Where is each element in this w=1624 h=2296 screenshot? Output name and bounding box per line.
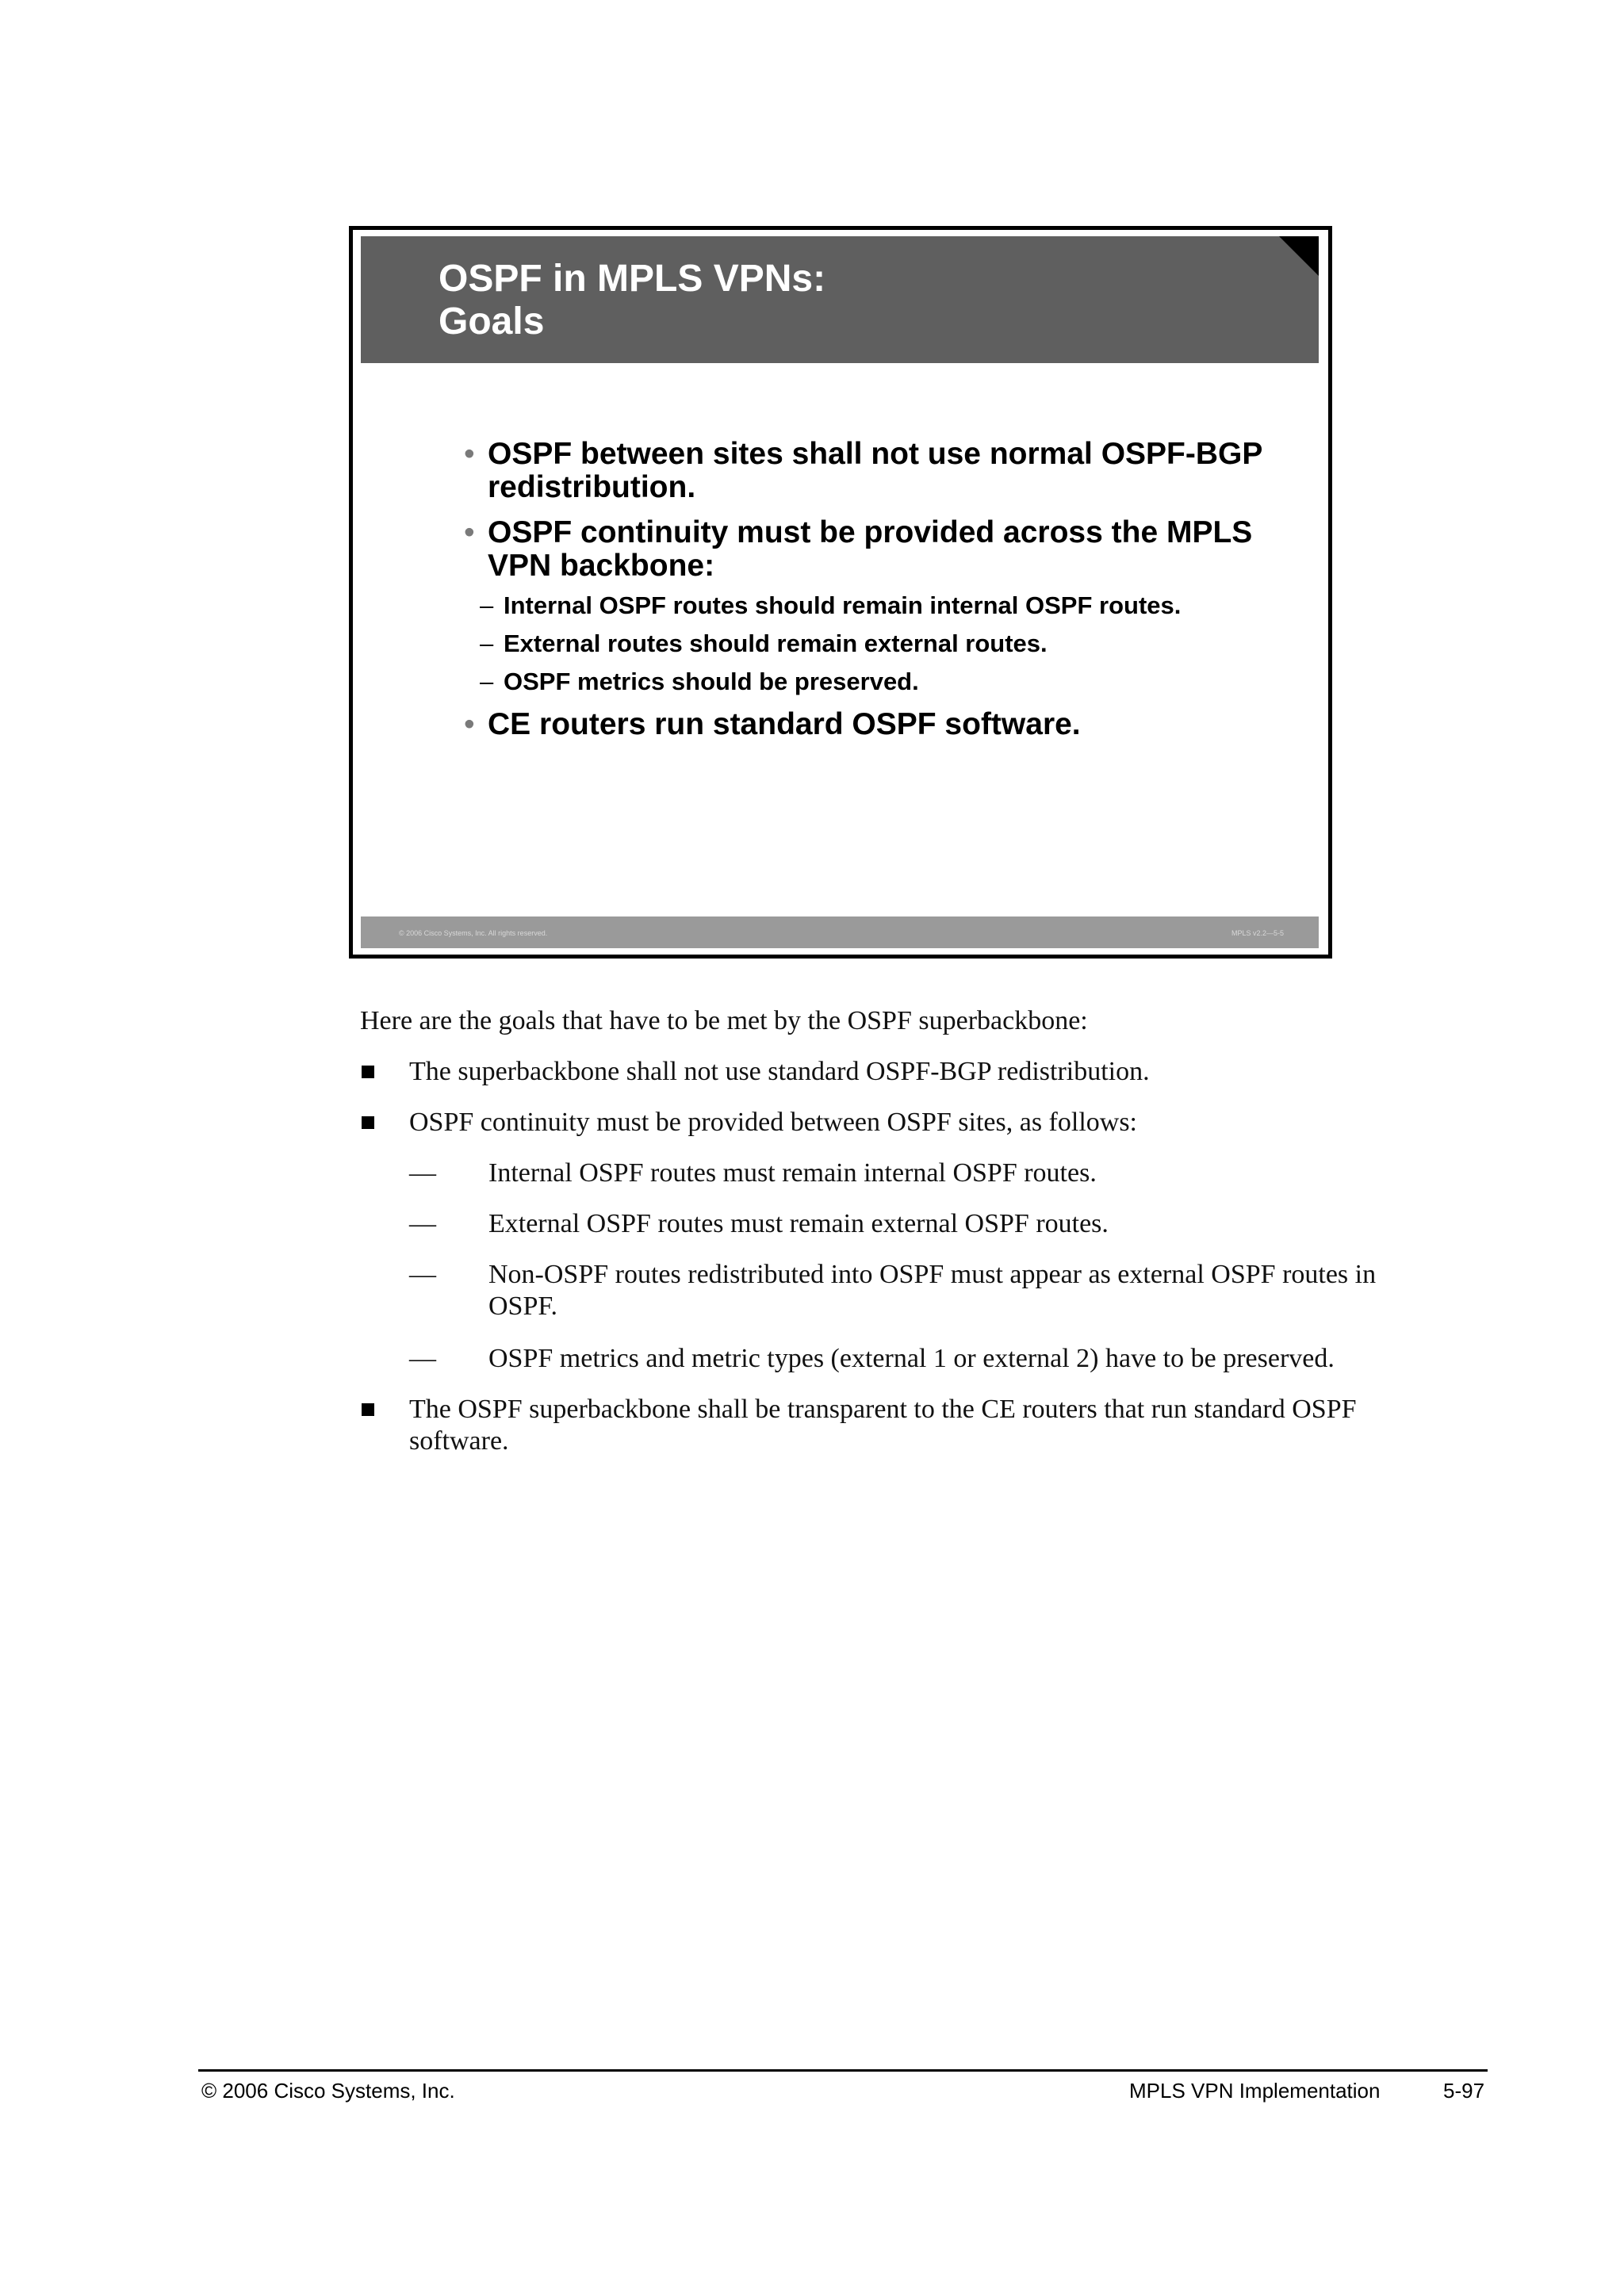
slide-sub-bullet bbox=[480, 629, 1273, 658]
sub-list-item-text: OSPF metrics and metric types (external 1 or external 2) have to be preserved. bbox=[488, 1344, 1335, 1373]
slide-sub-bullet-text: External routes should remain external routes. bbox=[504, 629, 1048, 657]
em-dash-icon: — bbox=[409, 1344, 436, 1373]
slide-sub-bullet bbox=[480, 668, 1273, 696]
slide-footer-copyright: © 2006 Cisco Systems, Inc. All rights reserved. bbox=[399, 929, 548, 937]
bullet-dot-icon: • bbox=[464, 707, 475, 741]
slide-sub-bullet-text: OSPF metrics should be preserved. bbox=[504, 668, 919, 695]
square-bullet-icon bbox=[362, 1403, 374, 1416]
intro-paragraph: Here are the goals that have to be met by the OSPF superbackbone: bbox=[360, 1006, 1088, 1035]
slide-footer bbox=[361, 916, 1319, 948]
bullet-dot-icon: • bbox=[464, 437, 475, 471]
footer-page-number: 5-97 bbox=[1443, 2079, 1485, 2103]
slide-footer-id: MPLS v2.2—5-5 bbox=[1231, 929, 1284, 937]
slide-bullet bbox=[464, 516, 1289, 583]
sub-list-item-text: External OSPF routes must remain external OSPF routes. bbox=[488, 1209, 1109, 1238]
slide-frame bbox=[349, 226, 1332, 959]
em-dash-icon: — bbox=[409, 1209, 436, 1238]
dash-icon: – bbox=[480, 591, 494, 619]
footer-rule bbox=[198, 2069, 1488, 2072]
list-item-text: OSPF continuity must be provided between OSPF sites, as follows: bbox=[409, 1108, 1137, 1137]
slide-bullet bbox=[464, 438, 1289, 504]
em-dash-icon: — bbox=[409, 1158, 436, 1188]
slide-body bbox=[353, 230, 1328, 955]
slide-bullet-text: OSPF continuity must be provided across the MPLS VPN backbone: bbox=[488, 515, 1253, 583]
bullet-dot-icon: • bbox=[464, 515, 475, 549]
footer-copyright: © 2006 Cisco Systems, Inc. bbox=[201, 2079, 455, 2103]
sub-list-item-text: Internal OSPF routes must remain internal OSPF routes. bbox=[488, 1158, 1097, 1188]
slide-sub-bullet bbox=[480, 591, 1273, 620]
slide-sub-bullet-text: Internal OSPF routes should remain internal OSPF routes. bbox=[504, 591, 1182, 619]
square-bullet-icon bbox=[362, 1066, 374, 1078]
slide-title-line-1: OSPF in MPLS VPNs: bbox=[439, 258, 826, 300]
list-item-text: The OSPF superbackbone shall be transparent to the CE routers that run standard OSPF software. bbox=[409, 1395, 1357, 1456]
slide-bullet bbox=[464, 708, 1289, 741]
dash-icon: – bbox=[480, 668, 494, 695]
square-bullet-icon bbox=[362, 1116, 374, 1129]
em-dash-icon: — bbox=[409, 1260, 436, 1289]
sub-list-item-text: Non-OSPF routes redistributed into OSPF must appear as external OSPF routes in OSPF. bbox=[488, 1260, 1377, 1321]
slide-bullet-text: CE routers run standard OSPF software. bbox=[488, 707, 1081, 741]
slide-title-line-2: Goals bbox=[439, 300, 545, 342]
dash-icon: – bbox=[480, 629, 494, 657]
footer-course-title: MPLS VPN Implementation bbox=[1129, 2079, 1381, 2103]
list-item-text: The superbackbone shall not use standard OSPF-BGP redistribution. bbox=[409, 1057, 1150, 1086]
slide-bullet-text: OSPF between sites shall not use normal OSPF-BGP redistribution. bbox=[488, 437, 1262, 504]
